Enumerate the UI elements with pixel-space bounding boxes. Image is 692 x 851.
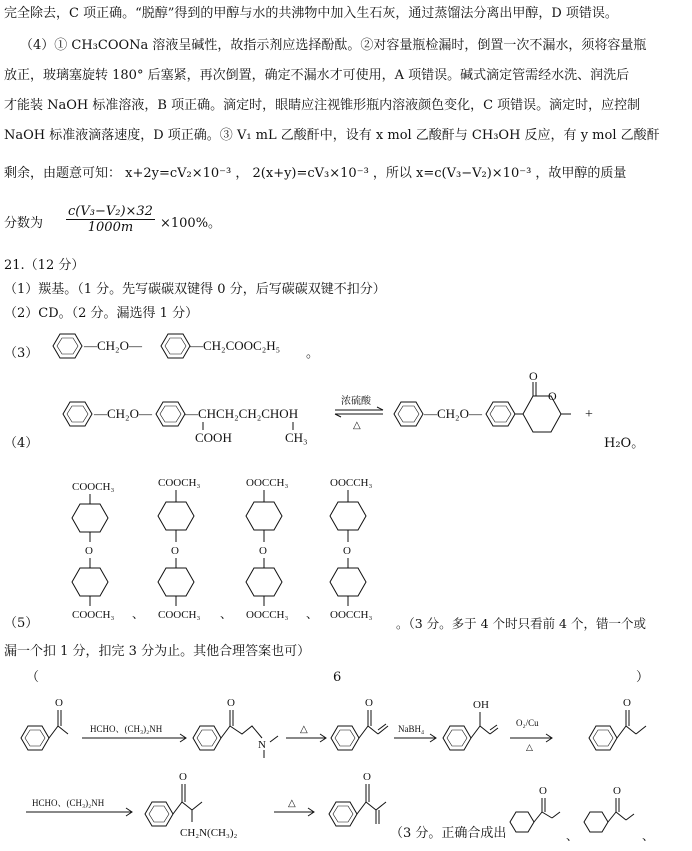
svg-text:OOCCH₃: OOCCH₃ (246, 609, 289, 621)
ketone-o: O (55, 697, 63, 709)
target-sep-1: 、 (566, 829, 579, 843)
plus-sign: + (585, 407, 593, 422)
answer-1: （1）羰基。（1 分。先写碳碳双键得 0 分，后写碳碳双键不扣分） (4, 282, 386, 297)
answer-5-structures (50, 472, 390, 632)
answer-4-label: （4） (4, 436, 39, 451)
heat-2: △ (526, 742, 533, 752)
alcohol-oh: OH (473, 699, 489, 711)
reagent-conc-h2so4: 浓硫酸 (341, 396, 371, 407)
lactone-ring-o: O (548, 389, 557, 403)
fraction-prefix: 分数为 (4, 216, 44, 231)
nabh4-reagent: NaBH₄ (398, 724, 425, 734)
mannich-reagent: HCHO、(CH₃)₂NH (90, 724, 163, 734)
answer-3-ch2o: —CH₂O— (84, 338, 142, 353)
answer-3-label: （3） (4, 346, 39, 361)
answer-3-structure (40, 326, 310, 366)
heat-1: △ (300, 724, 308, 735)
enone-o: O (365, 697, 373, 709)
svg-text:COOCH₃: COOCH₃ (72, 481, 115, 493)
methylenone-o: O (363, 771, 371, 783)
fraction-suffix: ×100%。 (160, 216, 222, 231)
mannich-ketone-o: O (227, 697, 235, 709)
ketone-product-o: O (623, 697, 631, 709)
water-product: H₂O。 (604, 436, 645, 451)
answer-4-reaction (55, 370, 655, 460)
mol4-cooh: COOH (195, 430, 232, 445)
answer-6-close: ） (636, 670, 650, 685)
structure-5-2 (158, 477, 201, 621)
svg-text:COOCH₃: COOCH₃ (72, 609, 115, 621)
structure-5-4 (330, 477, 373, 621)
svg-text:COOCH₃: COOCH₃ (158, 609, 201, 621)
answer-6-open: （ (26, 670, 40, 685)
mol4-ch2o: —CH₂O— (94, 406, 152, 421)
structure-5-1 (72, 481, 115, 621)
mol4-chain: —CHCH₂CH₂CHOH (185, 406, 299, 421)
svg-text:OOCCH₃: OOCCH₃ (330, 609, 373, 621)
svg-text:O: O (343, 545, 351, 557)
lactone-carbonyl-o: O (529, 369, 538, 383)
fraction-numerator: c(V₃−V₂)×32 (68, 204, 153, 219)
text-line-4: 才能装 NaOH 标准溶液，B 项正确。滴定时，眼睛应注视锥形瓶内溶液颜色变化，C 项错误。滴定时，应控制 (4, 98, 641, 113)
text-line-2: （4）① CH₃COONa 溶液呈碱性，故指示剂应选择酚酞。②对容量瓶检漏时，倒置一次不漏水，须将容量瓶 (20, 38, 647, 53)
sep-2: 、 (220, 607, 233, 621)
answer-3-end: 。 (306, 346, 320, 361)
oxidation-reagent: O₂/Cu (516, 718, 539, 728)
reaction-heat: △ (353, 420, 361, 431)
target-sep-2: 、 (642, 829, 655, 843)
text-line-1: 完全除去，C 项正确。“脱醇”得到的甲醇与水的共沸物中加入生石灰，通过蒸馏法分离出甲醇，D 项错误。 (4, 6, 618, 21)
mass-fraction (66, 204, 155, 235)
sep-1: 、 (132, 607, 145, 621)
answer-5-label: （5） (4, 616, 39, 631)
structure-5-3 (246, 477, 289, 621)
answer-6-number: 6 (333, 670, 342, 685)
synthesis-row-2 (20, 766, 680, 846)
text-line-6: 剩余，由题意可知： x+2y=cV₂×10⁻³ ， 2(x+y)=cV₃×10⁻³ ，所以 x=c(V₃−V₂)×10⁻³ ，故甲醇的质量 (4, 166, 627, 181)
svg-text:O: O (85, 545, 93, 557)
answer-2: （2）CD。（2 分。漏选得 1 分） (4, 306, 199, 321)
text-line-5: NaOH 标准液滴落速度，D 项正确。③ V₁ mL 乙酸酐中，设有 x mol 乙酸酐与 CH₃OH 反应，有 y mol 乙酸酐 (4, 128, 660, 143)
amine-n: N (258, 739, 266, 751)
svg-text:OOCCH₃: OOCCH₃ (330, 477, 373, 489)
heat-3: △ (288, 798, 296, 809)
svg-text:O: O (171, 545, 179, 557)
mol4-ch3: CH₃ (285, 430, 308, 445)
question-21-title: 21.（12 分） (4, 258, 85, 273)
svg-text:OOCCH₃: OOCCH₃ (246, 477, 289, 489)
fraction-denominator: 1000m (87, 220, 134, 235)
text-line-3: 放正，玻璃塞旋转 180° 后塞紧，再次倒置，确定不漏水才可使用，A 项错误。碱式滴定管需经水洗、润洗后 (4, 68, 630, 83)
amine-substituent: CH₂N(CH₃)₂ (180, 827, 238, 839)
answer-5-note-2: 漏一个扣 1 分，扣完 3 分为止。其他合理答案也可） (4, 644, 311, 659)
sep-3: 、 (306, 607, 319, 621)
product-ch2o: —CH₂O— (424, 406, 482, 421)
target-2-o: O (613, 785, 621, 797)
mannich-reagent-2: HCHO、(CH₃)₂NH (32, 798, 105, 808)
target-1-o: O (539, 785, 547, 797)
synthesis-note: （3 分。正确合成出 (390, 826, 507, 841)
svg-text:COOCH₃: COOCH₃ (158, 477, 201, 489)
branched-ketone-o: O (179, 771, 187, 783)
svg-text:O: O (259, 545, 267, 557)
answer-5-note: 。（3 分。多于 4 个时只看前 4 个，错一个或 (396, 616, 646, 631)
answer-3-tail: —CH₂COOC₂H₅ (190, 338, 281, 353)
synthesis-row-1 (20, 690, 680, 760)
